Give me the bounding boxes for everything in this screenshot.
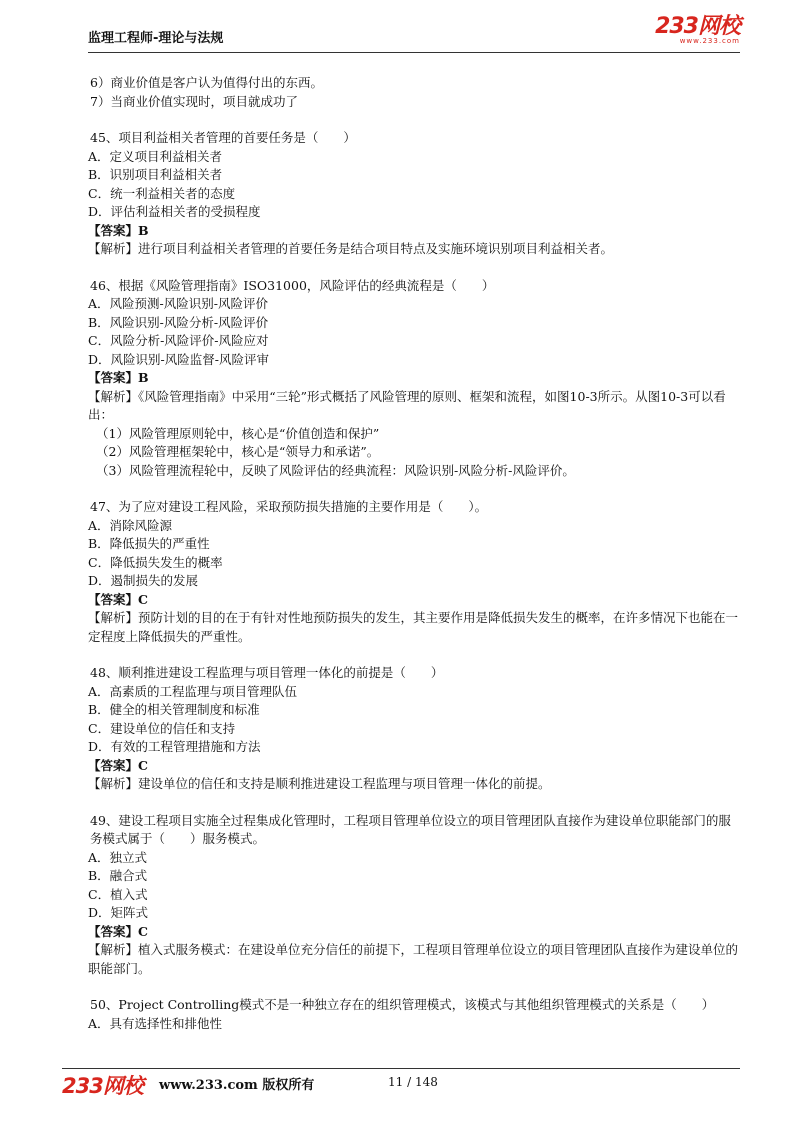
option-b: B．识别项目利益相关者 bbox=[88, 167, 223, 182]
brand-logo-text: 233网校 bbox=[655, 14, 740, 39]
question-50: 50、Project Controlling模式不是一种独立存在的组织管理模式，该模式与其他组织管理模式的关系是（ ） bbox=[90, 997, 715, 1012]
option-c: C．降低损失发生的概率 bbox=[88, 554, 223, 570]
footer-copyright: www.233.com 版权所有 bbox=[159, 1078, 315, 1093]
option-d: D．遏制损失的发展 bbox=[88, 573, 199, 588]
question-49: 49、建设工程项目实施全过程集成化管理时，工程项目管理单位设立的项目管理团队直接作为建设单位职能部门的服务模式属于（ ）服务模式。 bbox=[90, 812, 731, 846]
page-header bbox=[88, 0, 740, 53]
option-d: D．评估利益相关者的受损程度 bbox=[88, 204, 261, 219]
answer: 【答案】C bbox=[88, 757, 148, 773]
option-d: D．风险识别-风险监督-风险评审 bbox=[88, 351, 269, 367]
option-c: C．统一利益相关者的态度 bbox=[88, 185, 236, 201]
option-c: C．建设单位的信任和支持 bbox=[88, 720, 236, 736]
analysis-point-2: （2）风险管理框架轮中，核心是“领导力和承诺”。 bbox=[96, 444, 380, 459]
header-title: 监理工程师-理论与法规 bbox=[88, 31, 224, 46]
answer: 【答案】C bbox=[88, 591, 148, 607]
option-a: A．消除风险源 bbox=[88, 517, 173, 533]
option-a: A．具有选择性和排他性 bbox=[88, 1015, 223, 1031]
page-footer bbox=[62, 1068, 740, 1109]
answer: 【答案】B bbox=[88, 370, 149, 385]
option-b: B．融合式 bbox=[88, 868, 148, 883]
analysis: 【解析】预防计划的目的在于有针对性地预防损失的发生，其主要作用是降低损失发生的概率，在许多情况下也能在一定程度上降低损失的严重性。 bbox=[88, 610, 739, 644]
text-line: 6）商业价值是客户认为值得付出的东西。 bbox=[90, 75, 323, 90]
analysis: 【解析】植入式服务模式：在建设单位充分信任的前提下，工程项目管理单位设立的项目管理团队直接作为建设单位的职能部门。 bbox=[88, 942, 739, 976]
option-c: C．植入式 bbox=[88, 886, 148, 902]
page-number: 11 / 148 bbox=[388, 1075, 438, 1089]
option-c: C．风险分析-风险评价-风险应对 bbox=[88, 333, 269, 348]
analysis: 【解析】《风险管理指南》中采用“三轮”形式概括了风险管理的原则、框架和流程，如图10-3所示。从图10-3可以看出： bbox=[88, 388, 726, 422]
option-a: A．风险预测-风险识别-风险评价 bbox=[88, 296, 268, 311]
question-45: 45、项目利益相关者管理的首要任务是（ ） bbox=[90, 130, 356, 145]
analysis: 【解析】进行项目利益相关者管理的首要任务是结合项目特点及实施环境识别项目利益相关者。 bbox=[88, 241, 614, 256]
option-a: A．独立式 bbox=[88, 849, 148, 865]
option-a: A．高素质的工程监理与项目管理队伍 bbox=[88, 683, 298, 699]
analysis-point-3: （3）风险管理流程轮中，反映了风险评估的经典流程：风险识别-风险分析-风险评价。 bbox=[96, 462, 575, 478]
document-body bbox=[88, 74, 748, 1033]
option-a: A．定义项目利益相关者 bbox=[88, 148, 223, 164]
brand-logo bbox=[655, 14, 740, 45]
answer: 【答案】C bbox=[88, 923, 148, 939]
question-48: 48、顺利推进建设工程监理与项目管理一体化的前提是（ ） bbox=[90, 665, 444, 680]
analysis: 【解析】建设单位的信任和支持是顺利推进建设工程监理与项目管理一体化的前提。 bbox=[88, 776, 551, 791]
analysis-point-1: （1）风险管理原则轮中，核心是“价值创造和保护” bbox=[96, 425, 380, 441]
answer: 【答案】B bbox=[88, 222, 149, 238]
option-d: D．有效的工程管理措施和方法 bbox=[88, 739, 261, 754]
brand-logo-url: www.233.com bbox=[679, 37, 740, 45]
option-b: B．风险识别-风险分析-风险评价 bbox=[88, 314, 269, 330]
option-b: B．降低损失的严重性 bbox=[88, 536, 210, 551]
text-line: 7）当商业价值实现时，项目就成功了 bbox=[90, 93, 298, 109]
option-b: B．健全的相关管理制度和标准 bbox=[88, 702, 260, 717]
question-46: 46、根据《风险管理指南》ISO31000，风险评估的经典流程是（ ） bbox=[90, 277, 495, 293]
question-47: 47、为了应对建设工程风险，采取预防损失措施的主要作用是（ ）。 bbox=[90, 499, 488, 514]
option-d: D．矩阵式 bbox=[88, 905, 149, 920]
footer-logo: 233网校 bbox=[62, 1074, 143, 1098]
